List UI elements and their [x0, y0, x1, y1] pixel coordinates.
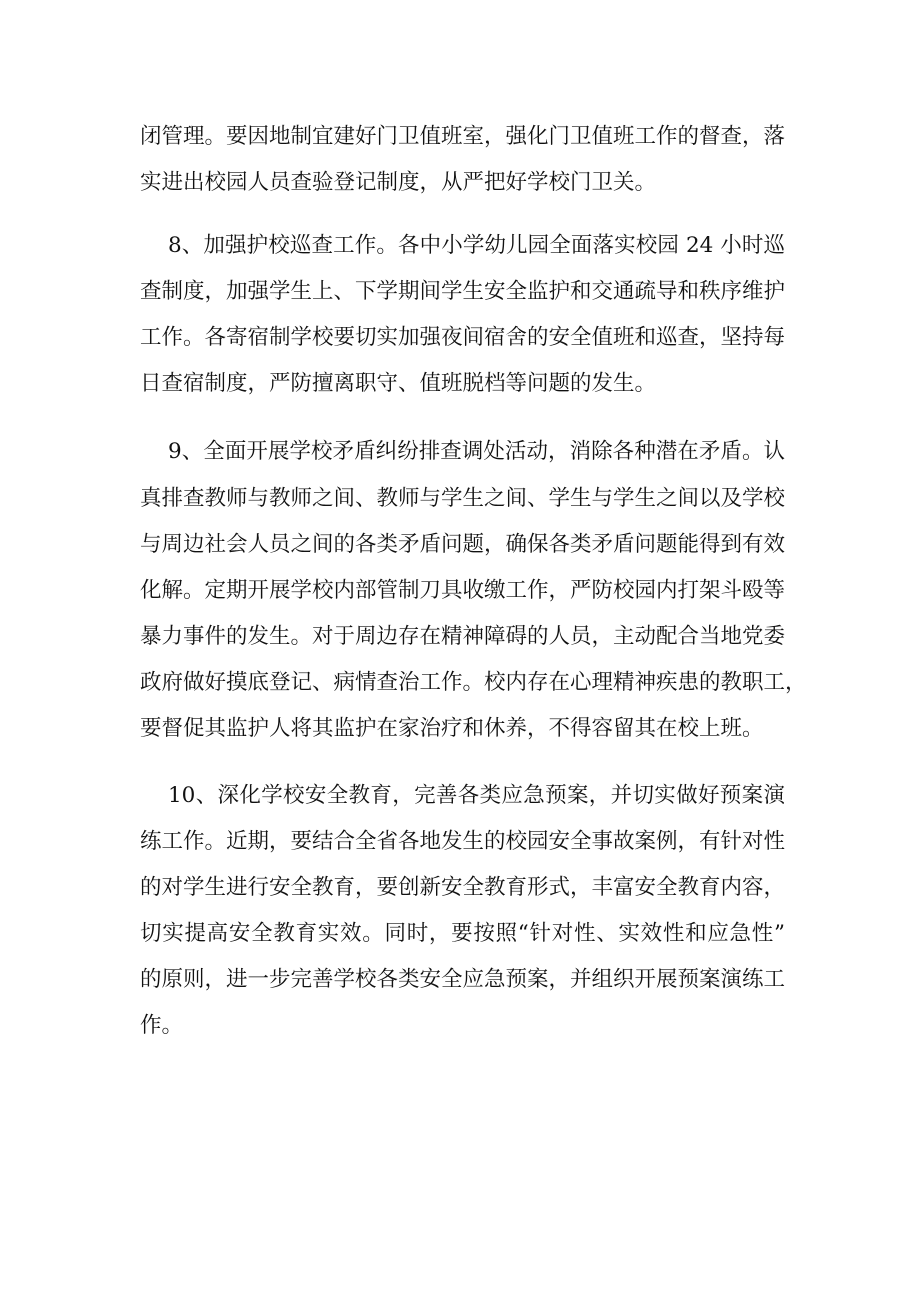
text-line: 9、全面开展学校矛盾纠纷排查调处活动，消除各种潜在矛盾。认: [168, 439, 785, 464]
text-line: 10、深化学校安全教育，完善各类应急预案，并切实做好预案演: [168, 783, 785, 808]
text-line: 实进出校园人员查验登记制度，从严把好学校门卫关。: [140, 170, 657, 195]
text-line: 政府做好摸底登记、病情查治工作。校内存在心理精神疾患的教职工，: [140, 670, 807, 695]
text-line: 工作。各寄宿制学校要切实加强夜间宿舍的安全值班和巡查，坚持每: [140, 325, 786, 350]
text-line: 日查宿制度，严防擅离职守、值班脱档等问题的发生。: [140, 371, 657, 396]
text-line: 要督促其监护人将其监护在家治疗和休养，不得容留其在校上班。: [140, 716, 764, 741]
text-line: 化解。定期开展学校内部管制刀具收缴工作，严防校园内打架斗殴等: [140, 578, 786, 603]
text-line: 闭管理。要因地制宜建好门卫值班室，强化门卫值班工作的督查，落: [140, 124, 786, 149]
text-line: 真排查教师与教师之间、教师与学生之间、学生与学生之间以及学校: [140, 486, 786, 511]
text-line: 与周边社会人员之间的各类矛盾问题，确保各类矛盾问题能得到有效: [140, 532, 786, 557]
text-line: 暴力事件的发生。对于周边存在精神障碍的人员，主动配合当地党委: [140, 624, 786, 649]
text-line: 练工作。近期，要结合全省各地发生的校园安全事故案例，有针对性: [140, 829, 786, 854]
text-line: 查制度，加强学生上、下学期间学生安全监护和交通疏导和秩序维护: [140, 279, 786, 304]
text-line: 8、加强护校巡查工作。各中小学幼儿园全面落实校园 24 小时巡: [168, 233, 785, 258]
text-line: 作。: [140, 1013, 184, 1038]
text-line: 的对学生进行安全教育，要创新安全教育形式，丰富安全教育内容，: [140, 875, 786, 900]
text-line: 切实提高安全教育实效。同时，要按照“针对性、实效性和应急性”: [140, 921, 785, 946]
text-line: 的原则，进一步完善学校各类安全应急预案，并组织开展预案演练工: [140, 967, 786, 992]
